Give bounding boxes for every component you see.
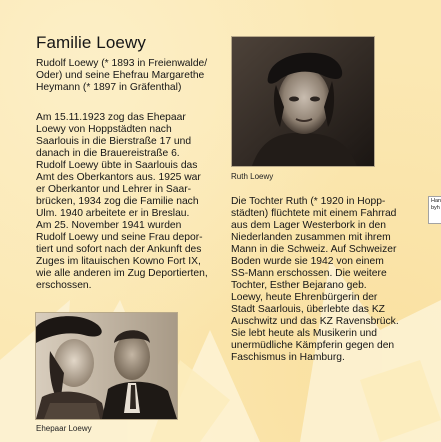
text-line: Auschwitz und das KZ Ravensbrück. (231, 316, 399, 327)
text-line: wie alle anderen im Zug Deportierten, (36, 268, 208, 279)
text-line: danach in die Brauereistraße 6. (36, 148, 180, 159)
text-line: Mann in die Schweiz. Auf Schweizer (231, 244, 397, 255)
text-line: Stadt Saarlouis, überlebte das KZ (231, 304, 385, 315)
text-line: unermüdliche Kämpferin gegen den (231, 340, 395, 351)
side-tooltip (428, 196, 441, 224)
text-line: aus dem Lager Westerbork in den (231, 220, 386, 231)
couple-photo-caption: Ehepaar Loewy (36, 424, 92, 433)
text-line: Am 25. November 1941 wurden (36, 220, 182, 231)
text-line: Sie lebt heute als Musikerin und (231, 328, 377, 339)
tooltip-line: Han (431, 198, 441, 204)
text-line: Boden wurde sie 1942 von einem (231, 256, 384, 267)
ruth-loewy-photo (231, 36, 375, 167)
couple-photo (35, 312, 178, 420)
text-line: Heymann (* 1897 in Gräfenthal) (36, 82, 182, 93)
text-line: Oder) und seine Ehefrau Margarethe (36, 70, 205, 81)
text-line: Saarlouis in die Bierstraße 17 und (36, 136, 192, 147)
text-line: Die Tochter Ruth (* 1920 in Hopp- (231, 196, 386, 207)
text-line: Ulm. 1940 arbeitete er in Breslau. (36, 208, 190, 219)
text-line: Am 15.11.1923 zog das Ehepaar (36, 112, 186, 123)
text-line: Niederlanden zusammen mit ihrem (231, 232, 391, 243)
text-line: brücken, 1934 zog die Familie nach (36, 196, 199, 207)
text-line: Faschismus in Hamburg. (231, 352, 345, 363)
text-line: Loewy, heute Ehrenbürgerin der (231, 292, 378, 303)
text-line: Rudolf Loewy (* 1893 in Freienwalde/ (36, 58, 208, 69)
text-line: er Oberkantor und Lehrer in Saar- (36, 184, 192, 195)
page-title: Familie Loewy (36, 33, 146, 52)
text-line: städten) flüchtete mit einem Fahrrad (231, 208, 397, 219)
text-line: Zuges im litauischen Kowno Fort IX, (36, 256, 201, 267)
text-line: erschossen. (36, 280, 92, 291)
history-paragraph (36, 112, 208, 292)
text-line: SS-Mann erschossen. Die weitere (231, 268, 387, 279)
text-line: Rudolf Loewy und seine Frau depor- (36, 232, 203, 243)
daughters-paragraph (231, 196, 399, 364)
text-line: Rudolf Loewy übte in Saarlouis das (36, 160, 198, 171)
text-line: Amt des Oberkantors aus. 1925 war (36, 172, 201, 183)
ruth-photo-caption: Ruth Loewy (231, 172, 274, 181)
intro-paragraph (36, 58, 207, 94)
text-line: Loewy von Hoppstädten nach (36, 124, 172, 135)
text-line: tiert und sofort nach der Ankunft des (36, 244, 202, 255)
text-line: Tochter, Esther Bejarano geb. (231, 280, 367, 291)
tooltip-line: byh (431, 204, 440, 211)
